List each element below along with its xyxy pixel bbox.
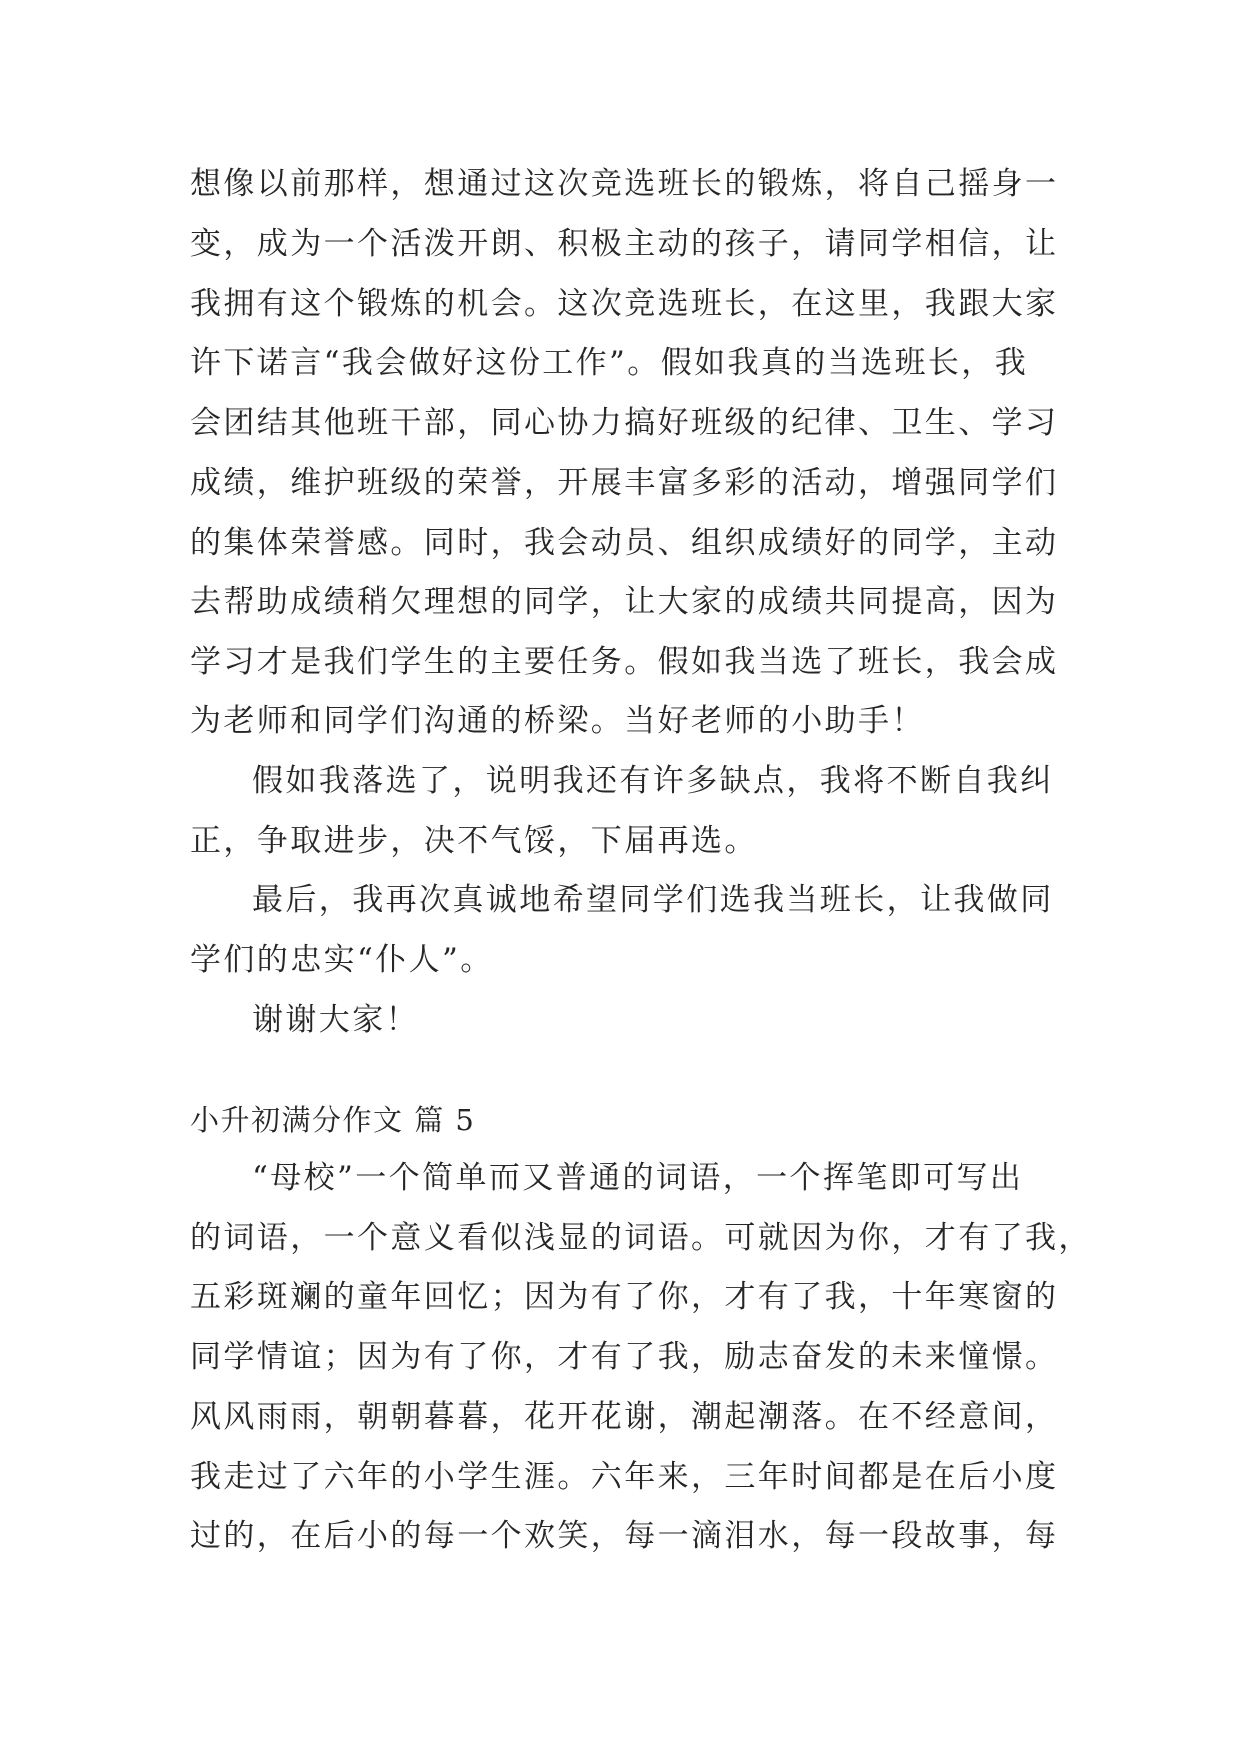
closing-line: 谢谢大家！: [252, 1002, 419, 1038]
body-text-line: 学们的忠实“仆人”。: [190, 942, 494, 978]
body-text-line: 的词语，一个意义看似浅显的词语。可就因为你，才有了我，: [190, 1220, 1092, 1256]
body-text-line: 的集体荣誉感。同时，我会动员、组织成绩好的同学，主动: [190, 525, 1059, 561]
body-text-line: 会团结其他班干部，同心协力搞好班级的纪律、卫生、学习: [190, 405, 1059, 441]
body-text-line: 为老师和同学们沟通的桥梁。当好老师的小助手！: [190, 703, 925, 739]
body-text-line: 最后，我再次真诚地希望同学们选我当班长，让我做同: [252, 882, 1054, 918]
body-text-line: 成绩，维护班级的荣誉，开展丰富多彩的活动，增强同学们: [190, 465, 1059, 501]
body-text-line: 学习才是我们学生的主要任务。假如我当选了班长，我会成: [190, 644, 1059, 680]
body-text-line: 同学情谊；因为有了你，才有了我，励志奋发的未来憧憬。: [190, 1339, 1059, 1375]
body-text-line: 去帮助成绩稍欠理想的同学，让大家的成绩共同提高，因为: [190, 584, 1059, 620]
body-text-line: 许下诺言“我会做好这份工作”。假如我真的当选班长，我: [190, 345, 1029, 381]
section-heading: 小升初满分作文 篇 5: [190, 1103, 476, 1137]
body-text-line: 风风雨雨，朝朝暮暮，花开花谢，潮起潮落。在不经意间，: [190, 1399, 1059, 1435]
body-text-line: 我拥有这个锻炼的机会。这次竞选班长，在这里，我跟大家: [190, 286, 1059, 322]
body-text-line: 五彩斑斓的童年回忆；因为有了你，才有了我，十年寒窗的: [190, 1279, 1059, 1315]
body-text-line: 正，争取进步，决不气馁，下届再选。: [190, 823, 758, 859]
body-text-line: 变，成为一个活泼开朗、积极主动的孩子，请同学相信，让: [190, 226, 1059, 262]
body-text-line: 过的，在后小的每一个欢笑，每一滴泪水，每一段故事，每: [190, 1518, 1059, 1554]
body-text-line: “母校”一个简单而又普通的词语，一个挥笔即可写出: [252, 1160, 1024, 1196]
body-text-line: 我走过了六年的小学生涯。六年来，三年时间都是在后小度: [190, 1459, 1059, 1495]
body-text-line: 假如我落选了，说明我还有许多缺点，我将不断自我纠: [252, 763, 1054, 799]
body-text-line: 想像以前那样，想通过这次竞选班长的锻炼，将自己摇身一: [190, 166, 1059, 202]
